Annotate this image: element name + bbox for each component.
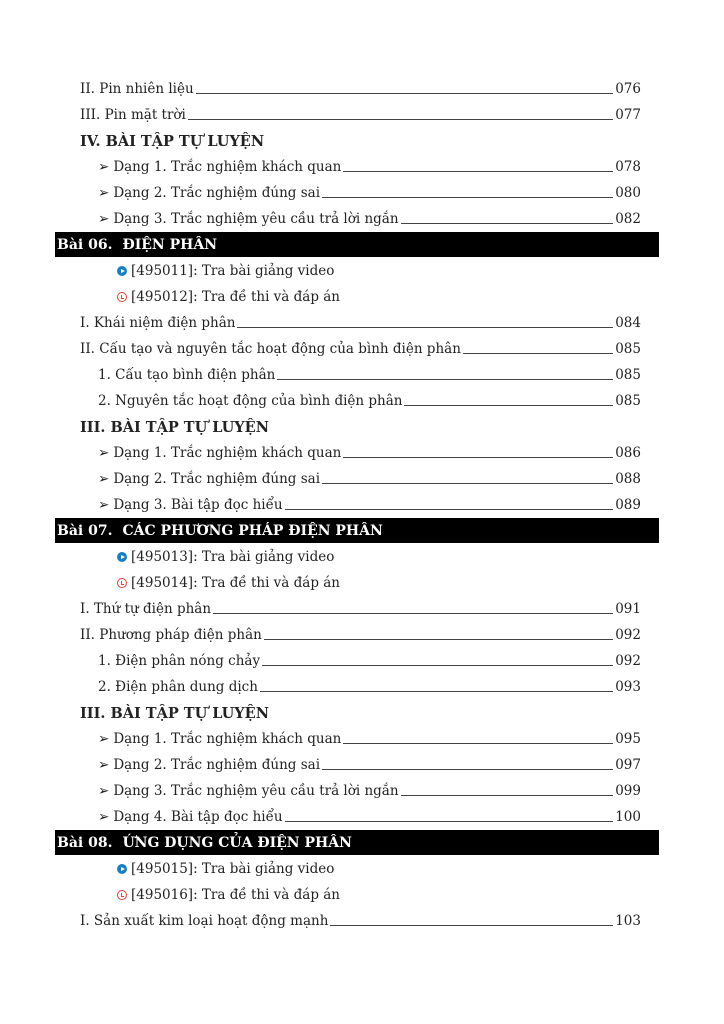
toc-entry-title: Dạng 3. Trắc nghiệm yêu cầu trả lời ngắn: [113, 783, 399, 799]
page-number: 097: [615, 757, 641, 773]
toc-entry-title: 1. Điện phân nóng chảy: [98, 653, 261, 669]
leader-line: [343, 448, 613, 458]
section-heading: [55, 414, 659, 440]
leader-line: [262, 656, 613, 666]
section-heading-text: IV. BÀI TẬP TỰ LUYỆN: [80, 132, 265, 150]
page-number: 078: [615, 159, 641, 175]
toc-entry[interactable]: [55, 154, 659, 180]
exam-answer-link[interactable]: [55, 882, 659, 908]
toc-entry[interactable]: [55, 466, 659, 492]
video-lecture-link[interactable]: [55, 258, 659, 284]
arrow-bullet-icon: ➢: [98, 497, 110, 513]
page-number: 082: [615, 211, 641, 227]
lesson-title: ĐIỆN PHÂN: [122, 236, 217, 253]
toc-entry-title: Dạng 2. Trắc nghiệm đúng sai: [113, 185, 321, 201]
page-number: 095: [615, 731, 641, 747]
page-number: 092: [615, 653, 641, 669]
exam-answer-link[interactable]: [55, 284, 659, 310]
video-lecture-link[interactable]: [55, 856, 659, 882]
leader-line: [188, 110, 613, 120]
leader-line: [343, 734, 613, 744]
table-of-contents: [55, 76, 659, 934]
exam-answer-link[interactable]: [55, 570, 659, 596]
clock-icon: [117, 292, 127, 302]
toc-entry-title: I. Thứ tự điện phân: [80, 601, 212, 617]
toc-entry[interactable]: [55, 336, 659, 362]
toc-entry[interactable]: [55, 674, 659, 700]
toc-entry[interactable]: [55, 596, 659, 622]
arrow-bullet-icon: ➢: [98, 731, 110, 747]
arrow-bullet-icon: ➢: [98, 445, 110, 461]
leader-line: [285, 812, 613, 822]
toc-entry[interactable]: [55, 440, 659, 466]
leader-line: [401, 214, 613, 224]
leader-line: [404, 396, 613, 406]
page-number: 080: [615, 185, 641, 201]
toc-entry-title: 2. Điện phân dung dịch: [98, 679, 258, 695]
link-text: [495012]: Tra đề thi và đáp án: [131, 289, 341, 305]
arrow-bullet-icon: ➢: [98, 783, 110, 799]
arrow-bullet-icon: ➢: [98, 185, 110, 201]
page-number: 084: [615, 315, 641, 331]
page-number: 085: [615, 341, 641, 357]
toc-entry-title: II. Cấu tạo và nguyên tắc hoạt động của bình điện phân: [80, 341, 461, 357]
toc-entry[interactable]: [55, 648, 659, 674]
lesson-number: Bài 06.: [57, 236, 113, 253]
leader-line: [264, 630, 613, 640]
arrow-bullet-icon: ➢: [98, 211, 110, 227]
leader-line: [330, 916, 613, 926]
leader-line: [277, 370, 613, 380]
page-number: 089: [615, 497, 641, 513]
lesson-title: ỨNG DỤNG CỦA ĐIỆN PHÂN: [122, 834, 352, 851]
page-number: 103: [615, 913, 641, 929]
toc-entry[interactable]: [55, 206, 659, 232]
toc-entry[interactable]: [55, 804, 659, 830]
page-number: 085: [615, 367, 641, 383]
clock-icon: [117, 578, 127, 588]
page-number: 099: [615, 783, 641, 799]
page-number: 100: [615, 809, 641, 825]
arrow-bullet-icon: ➢: [98, 757, 110, 773]
toc-entry[interactable]: [55, 76, 659, 102]
link-text: [495014]: Tra đề thi và đáp án: [131, 575, 341, 591]
play-icon: [117, 552, 127, 562]
section-heading-text: III. BÀI TẬP TỰ LUYỆN: [80, 418, 269, 436]
link-text: [495016]: Tra đề thi và đáp án: [131, 887, 341, 903]
arrow-bullet-icon: ➢: [98, 159, 110, 175]
toc-entry-title: Dạng 3. Trắc nghiệm yêu cầu trả lời ngắn: [113, 211, 399, 227]
toc-entry-title: III. Pin mặt trời: [80, 107, 186, 123]
section-heading: [55, 700, 659, 726]
toc-entry-title: Dạng 1. Trắc nghiệm khách quan: [113, 731, 342, 747]
page-number: 088: [615, 471, 641, 487]
page-number: 077: [615, 107, 641, 123]
page-number: 085: [615, 393, 641, 409]
toc-entry[interactable]: [55, 180, 659, 206]
toc-entry-title: II. Pin nhiên liệu: [80, 81, 194, 97]
toc-entry-title: I. Sản xuất kim loại hoạt động mạnh: [80, 913, 329, 929]
lesson-header[interactable]: [55, 830, 659, 855]
toc-entry-title: 1. Cấu tạo bình điện phân: [98, 367, 276, 383]
arrow-bullet-icon: ➢: [98, 809, 110, 825]
leader-line: [260, 682, 613, 692]
toc-entry[interactable]: [55, 908, 659, 934]
page-number: 093: [615, 679, 641, 695]
play-icon: [117, 266, 127, 276]
page-number: 076: [615, 81, 641, 97]
toc-entry[interactable]: [55, 778, 659, 804]
leader-line: [343, 162, 613, 172]
lesson-header[interactable]: [55, 232, 659, 257]
toc-entry[interactable]: [55, 102, 659, 128]
video-lecture-link[interactable]: [55, 544, 659, 570]
arrow-bullet-icon: ➢: [98, 471, 110, 487]
leader-line: [322, 188, 613, 198]
toc-entry-title: I. Khái niệm điện phân: [80, 315, 236, 331]
toc-entry-title: Dạng 4. Bài tập đọc hiểu: [113, 809, 283, 825]
leader-line: [401, 786, 613, 796]
toc-entry[interactable]: [55, 622, 659, 648]
clock-icon: [117, 890, 127, 900]
toc-entry-title: II. Phương pháp điện phân: [80, 627, 262, 643]
leader-line: [463, 344, 613, 354]
page-number: 092: [615, 627, 641, 643]
toc-entry[interactable]: [55, 726, 659, 752]
toc-entry-title: Dạng 1. Trắc nghiệm khách quan: [113, 445, 342, 461]
play-icon: [117, 864, 127, 874]
link-text: [495011]: Tra bài giảng video: [131, 263, 335, 279]
leader-line: [213, 604, 613, 614]
leader-line: [285, 500, 613, 510]
leader-line: [322, 474, 613, 484]
page-number: 086: [615, 445, 641, 461]
toc-entry[interactable]: [55, 492, 659, 518]
toc-entry-title: Dạng 2. Trắc nghiệm đúng sai: [113, 471, 321, 487]
toc-entry-title: 2. Nguyên tắc hoạt động của bình điện phân: [98, 393, 403, 409]
leader-line: [196, 84, 613, 94]
lesson-number: Bài 07.: [57, 522, 113, 539]
toc-entry[interactable]: [55, 362, 659, 388]
toc-entry-title: Dạng 3. Bài tập đọc hiểu: [113, 497, 283, 513]
page-number: 091: [615, 601, 641, 617]
link-text: [495013]: Tra bài giảng video: [131, 549, 335, 565]
link-text: [495015]: Tra bài giảng video: [131, 861, 335, 877]
lesson-title: CÁC PHƯƠNG PHÁP ĐIỆN PHÂN: [122, 522, 383, 539]
toc-entry[interactable]: [55, 752, 659, 778]
toc-entry-title: Dạng 2. Trắc nghiệm đúng sai: [113, 757, 321, 773]
lesson-header[interactable]: [55, 518, 659, 543]
toc-entry[interactable]: [55, 388, 659, 414]
lesson-number: Bài 08.: [57, 834, 113, 851]
toc-entry[interactable]: [55, 310, 659, 336]
leader-line: [322, 760, 613, 770]
section-heading-text: III. BÀI TẬP TỰ LUYỆN: [80, 704, 269, 722]
section-heading: [55, 128, 659, 154]
leader-line: [237, 318, 613, 328]
toc-entry-title: Dạng 1. Trắc nghiệm khách quan: [113, 159, 342, 175]
